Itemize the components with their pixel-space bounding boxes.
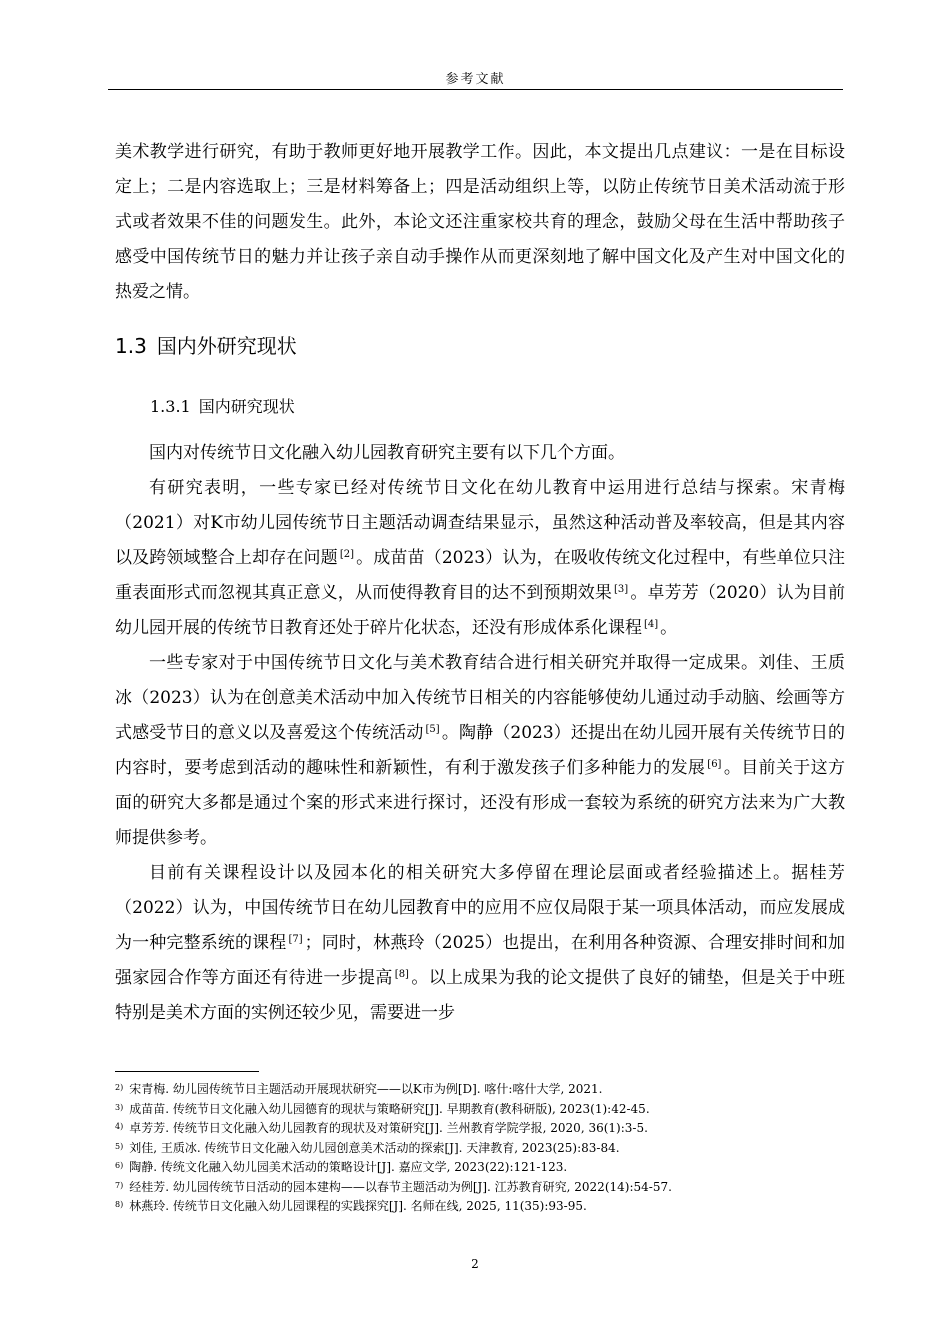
intro-paragraph: 美术教学进行研究，有助于教师更好地开展教学工作。因此，本文提出几点建议：一是在目标设定上；二是内容选取上；三是材料筹备上；四是活动组织上等，以防止传统节日美术活动流于形式或者效果不佳的问题发生。此外，本论文还注重家校共育的理念，鼓励父母在生活中帮助孩子感受中国传统节日的魅力并让孩子亲自动手操作从而更深刻地了解中国文化及产生对中国文化的热爱之情。 [115, 142, 845, 302]
footnote-item [115, 1138, 845, 1158]
footnote-text: 林燕玲. 传统节日文化融入幼儿园课程的实践探究[J]. 名师在线, 2025, 11(35):93-95. [129, 1199, 587, 1213]
paragraph-2-text-a: 有研究表明，一些专家已经对传统节日文化在幼儿教育中运用进行总结与探索。宋青梅（2021）对K市幼儿园传统节日主题活动调查结果显示，虽然这种活动普及率较高，但是其内容以及跨领域整合上却存在问题 [115, 478, 845, 568]
subsection-title: 国内研究现状 [198, 397, 295, 416]
citation-ref: [8] [394, 969, 409, 980]
section-number: 1.3 [115, 334, 147, 358]
footnote-mark: 8) [115, 1200, 124, 1209]
paragraph-3 [115, 646, 845, 856]
footnote-item [115, 1118, 845, 1138]
subsection-number: 1.3.1 [150, 397, 191, 416]
footnote-text: 刘佳, 王质冰. 传统节日文化融入幼儿园创意美术活动的探索[J]. 天津教育, 2023(25):83-84. [129, 1140, 620, 1155]
paragraph-1: 国内对传统节日文化融入幼儿园教育研究主要有以下几个方面。 [149, 443, 625, 463]
footnote-mark: 2) [115, 1083, 124, 1092]
subsection-heading [150, 394, 295, 417]
footnote-text: 陶静. 传统文化融入幼儿园美术活动的策略设计[J]. 嘉应文学, 2023(22):121-123. [129, 1160, 568, 1174]
footnote-text: 经桂芳. 幼儿园传统节日活动的园本建构——以春节主题活动为例[J]. 江苏教育研究, 2022(14):54-57. [129, 1179, 672, 1194]
paragraph-4-text-c: 。以上成果为我的论文提供了良好的铺垫，但是关于中班特别是美术方面的实例还较少见，需要进一步 [115, 968, 846, 1023]
citation-ref: [7] [288, 934, 303, 945]
footnote-item [115, 1099, 845, 1119]
paragraph-2-text-c: 。卓芳芳（2020）认为目前幼儿园开展的传统节日教育还处于碎片化状态，还没有形成体系化课程 [115, 583, 845, 638]
footnote-item [115, 1079, 845, 1099]
citation-ref: [6] [707, 759, 722, 770]
page-number: 2 [471, 1257, 479, 1271]
citation-ref: [2] [339, 549, 354, 560]
footnotes [115, 1079, 845, 1216]
section-title: 国内外研究现状 [156, 334, 297, 358]
footnote-mark: 3) [115, 1102, 124, 1112]
citation-ref: [5] [425, 724, 440, 735]
footnote-mark: 6) [115, 1161, 124, 1170]
footnote-text: 成苗苗. 传统节日文化融入幼儿园德育的现状与策略研究[J]. 早期教育(教科研版), 2023(1):42-45. [129, 1101, 650, 1116]
footnote-mark: 5) [115, 1141, 124, 1151]
paragraph-3-text-a: 一些专家对于中国传统节日文化与美术教育结合进行相关研究并取得一定成果。刘佳、王质冰（2023）认为在创意美术活动中加入传统节日相关的内容能够使幼儿通过动手动脑、绘画等方式感受节日的意义以及喜爱这个传统活动 [115, 653, 845, 743]
paragraph-3-text-c: 。目前关于这方面的研究大多都是通过个案的形式来进行探讨，还没有形成一套较为系统的研究方法来为广大教师提供参考。 [115, 758, 846, 848]
citation-ref: [4] [644, 619, 659, 630]
footnote-separator [115, 1071, 259, 1072]
footnote-item [115, 1157, 845, 1177]
footnote-mark: 4) [115, 1122, 124, 1131]
running-header: 参考文献 [445, 72, 506, 87]
section-heading [115, 330, 297, 359]
paragraph-2-text-d: 。 [660, 618, 678, 638]
paragraph-2-text-b: 。成苗苗（2023）认为，在吸收传统文化过程中，有些单位只注重表面形式而忽视其真正意义，从而使得教育目的达不到预期效果 [115, 548, 846, 603]
footnote-text: 卓芳芳. 传统节日文化融入幼儿园教育的现状及对策研究[J]. 兰州教育学院学报, 2020, 36(1):3-5. [129, 1121, 648, 1135]
paragraph-3-text-b: 。陶静（2023）还提出在幼儿园开展有关传统节日的内容时，要考虑到活动的趣味性和新颖性，有利于激发孩子们多种能力的发展 [115, 723, 846, 778]
intro-block [115, 135, 845, 310]
main-body [115, 436, 845, 1031]
footnote-text: 宋青梅. 幼儿园传统节日主题活动开展现状研究——以K市为例[D]. 喀什:喀什大学, 2021. [129, 1082, 603, 1096]
footnote-item [115, 1196, 845, 1216]
paragraph-4-text-b: ；同时，林燕玲（2025）也提出，在利用各种资源、合理安排时间和加强家园合作等方面还有待进一步提高 [115, 933, 846, 988]
footnote-item [115, 1177, 845, 1197]
paragraph-4 [115, 856, 845, 1031]
header-rule [108, 89, 843, 90]
paragraph-4-text-a: 目前有关课程设计以及园本化的相关研究大多停留在理论层面或者经验描述上。据桂芳（2022）认为，中国传统节日在幼儿园教育中的应用不应仅局限于某一项具体活动，而应发展成为一种完整系统的课程 [115, 863, 845, 953]
citation-ref: [3] [614, 584, 629, 595]
paragraph-2 [115, 471, 845, 646]
footnote-mark: 7) [115, 1180, 124, 1190]
